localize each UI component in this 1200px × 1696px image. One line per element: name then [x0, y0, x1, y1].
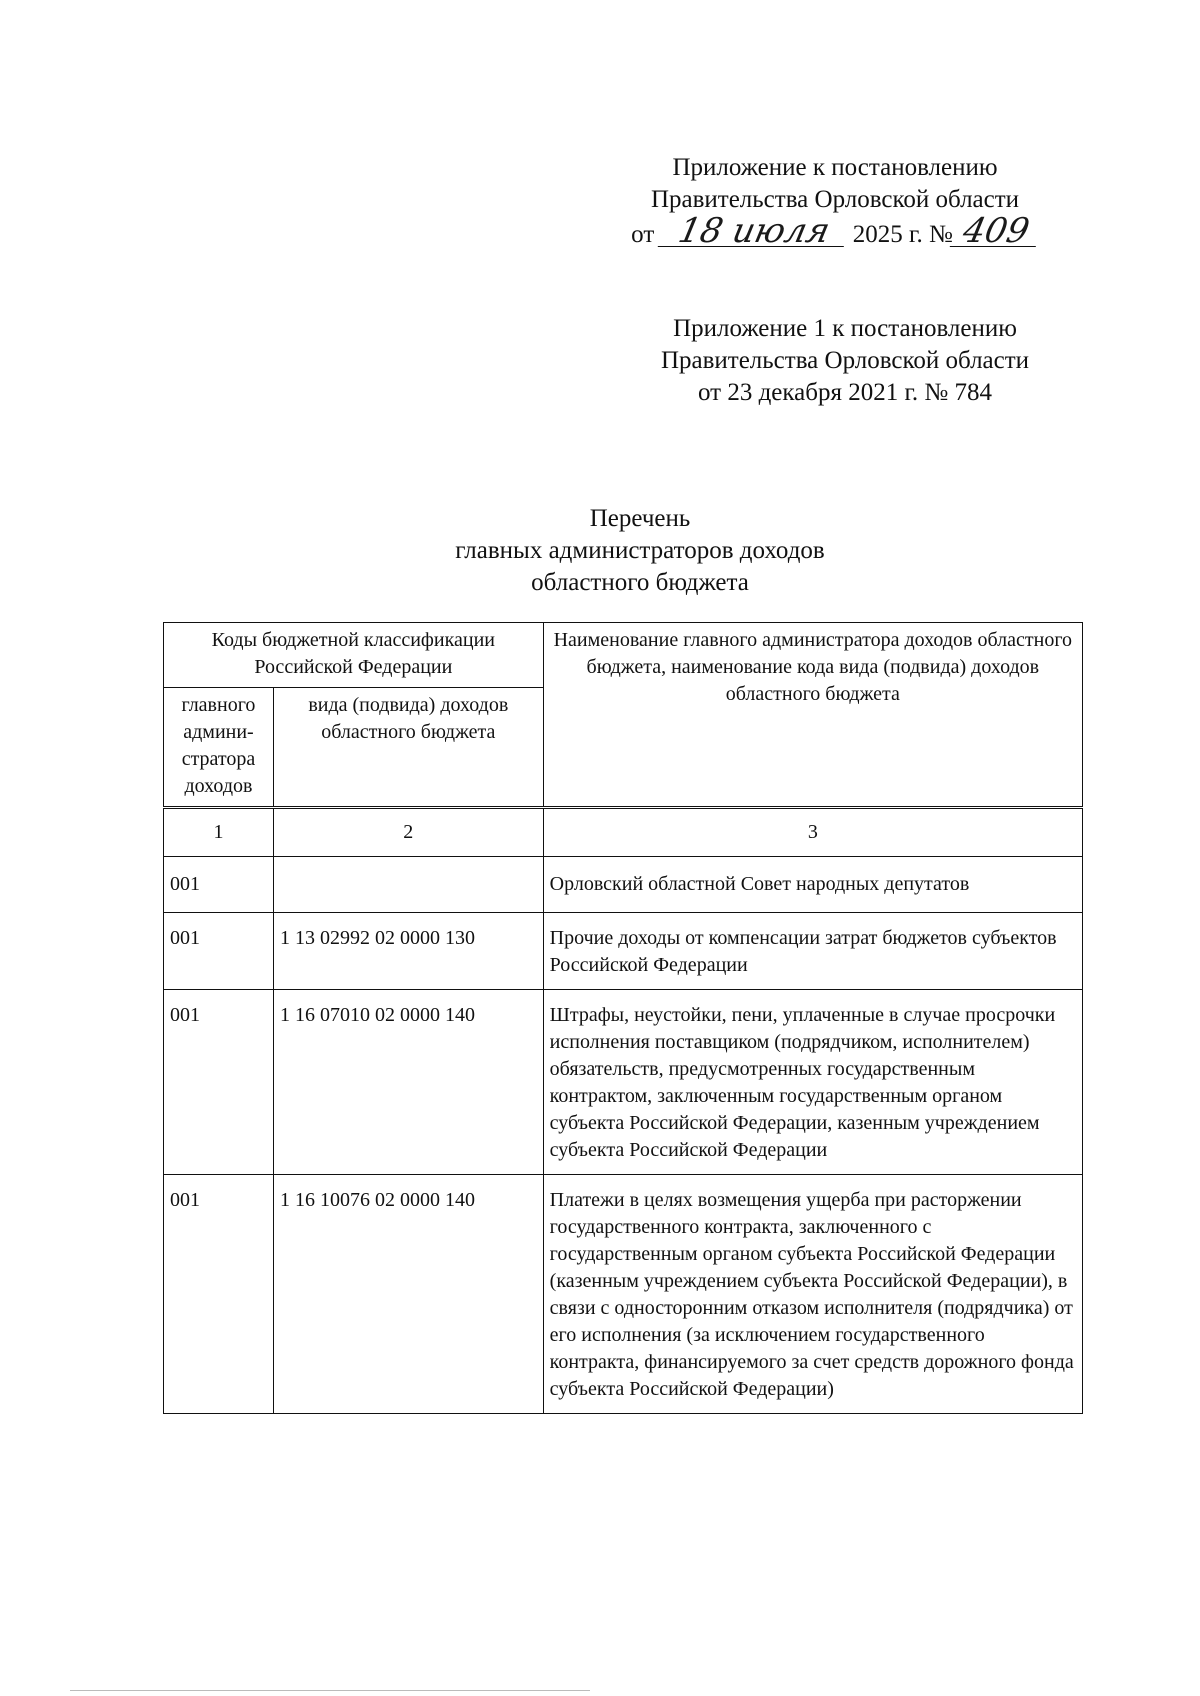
- header-admin-name: Наименование главного администратора доходов областного бюджета, наименование кода вида (подвида) доходов областного бюджета: [543, 623, 1082, 808]
- appendix-new-line2: Правительства Орловской области: [650, 186, 1020, 213]
- admin-code-cell: 001: [164, 857, 274, 913]
- name-cell: Штрафы, неустойки, пени, уплаченные в случае просрочки исполнения поставщиком (подрядчиком, исполнителем) обязательств, предусмотренных государственным контрактом, заключенным государственным органом субъекта Российской Федерации, казенным учреждением субъекта Российской Федерации: [543, 990, 1082, 1175]
- appendix-header-new: [600, 152, 1070, 251]
- handwritten-date: 18 июля: [657, 216, 850, 247]
- document-title: [300, 503, 980, 599]
- handwritten-number: 409: [950, 216, 1043, 247]
- name-cell: Платежи в целях возмещения ущерба при расторжении государственного контракта, заключенного с государственным органом субъекта Российской Федерации (казенным учреждением субъекта Российской Федерации), в связи с односторонним отказом исполнителя (подрядчика) от его исполнения (за исключением государственного контракта, финансируемого за счет средств дорожного фонда субъекта Российской Федерации): [543, 1175, 1082, 1414]
- column-number-1: 1: [164, 808, 274, 857]
- appendix-old-line3: от 23 декабря 2021 г. № 784: [697, 379, 993, 406]
- income-code-cell: 1 16 07010 02 0000 140: [273, 990, 543, 1175]
- table-row: [164, 913, 1083, 990]
- column-number-2: 2: [273, 808, 543, 857]
- income-code-cell: 1 13 02992 02 0000 130: [273, 913, 543, 990]
- admin-code-cell: 001: [164, 1175, 274, 1414]
- title-line1: Перечень: [589, 505, 691, 532]
- appendix-old-line1: Приложение 1 к постановлению: [673, 315, 1017, 342]
- appendix-old-line2: Правительства Орловской области: [660, 347, 1030, 374]
- admin-code-cell: 001: [164, 990, 274, 1175]
- name-cell: Орловский областной Совет народных депутатов: [543, 857, 1082, 913]
- appendix-header-old: [610, 313, 1080, 409]
- title-line3: областного бюджета: [531, 569, 749, 596]
- income-code-cell: [273, 857, 543, 913]
- name-cell: Прочие доходы от компенсации затрат бюджетов субъектов Российской Федерации: [543, 913, 1082, 990]
- table-row: [164, 857, 1083, 913]
- admin-code-cell: 001: [164, 913, 274, 990]
- header-income-code: вида (подвида) доходов областного бюджета: [273, 688, 543, 808]
- header-admin-code: главного админи-стратора доходов: [164, 688, 274, 808]
- title-line2: главных администраторов доходов: [455, 537, 825, 564]
- table-row: [164, 1175, 1083, 1414]
- income-code-cell: 1 16 10076 02 0000 140: [273, 1175, 543, 1414]
- appendix-new-date-line: [600, 211, 1070, 251]
- page-bottom-rule: [70, 1690, 590, 1691]
- header-codes-group: Коды бюджетной классификации Российской Федерации: [164, 623, 544, 688]
- table-row: [164, 990, 1083, 1175]
- appendix-new-line1: Приложение к постановлению: [672, 154, 998, 181]
- year-text: 2025 г. №: [852, 221, 953, 248]
- date-prefix: от: [631, 221, 655, 248]
- budget-admin-table: [163, 622, 1083, 1414]
- column-number-3: 3: [543, 808, 1082, 857]
